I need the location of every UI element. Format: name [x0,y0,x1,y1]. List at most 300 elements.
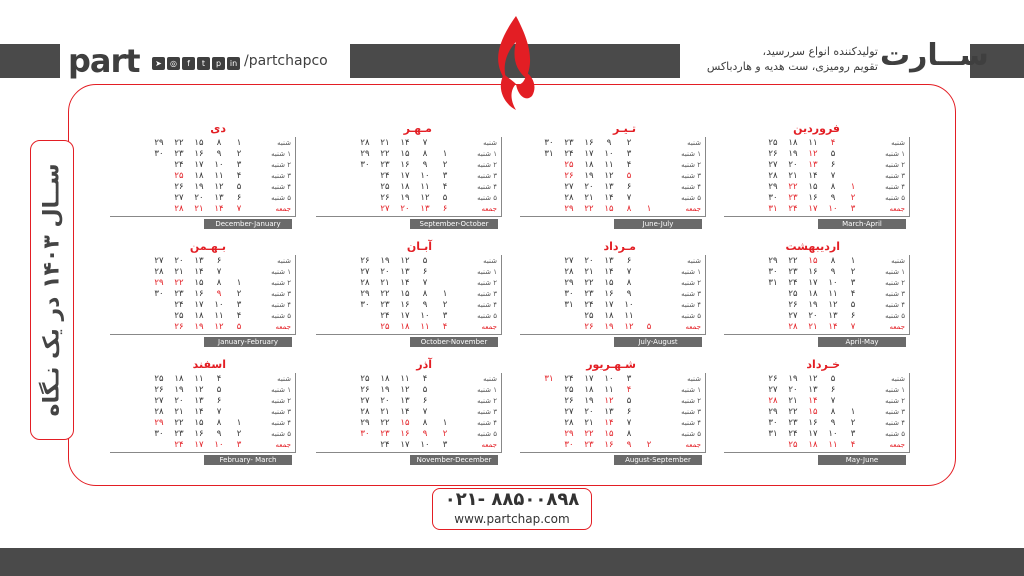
day-cell[interactable]: ۲۲ [788,181,798,192]
day-cell[interactable]: ۱۳ [400,266,410,277]
day-cell[interactable]: ۳۰ [154,428,164,439]
day-cell[interactable]: ۱۱ [420,181,430,192]
day-cell[interactable]: ۱۵ [604,277,614,288]
day-cell[interactable]: ۲۵ [788,288,798,299]
day-cell[interactable]: ۸ [830,181,836,192]
day-cell[interactable]: ۶ [236,192,242,203]
day-cell[interactable]: ۳ [236,159,242,170]
day-cell[interactable]: ۸ [626,428,632,439]
pinterest-icon[interactable]: p [212,57,225,70]
day-cell[interactable]: ۵ [422,384,428,395]
day-cell[interactable]: ۱۱ [400,373,410,384]
day-cell[interactable]: ۱۵ [194,417,204,428]
day-cell[interactable]: ۳ [850,428,856,439]
day-cell[interactable]: ۲۲ [584,277,594,288]
day-cell[interactable]: ۳۱ [768,277,778,288]
day-cell[interactable]: ۵ [850,299,856,310]
day-cell[interactable]: ۲۱ [584,192,594,203]
day-cell[interactable]: ۱۸ [808,439,818,450]
day-cell[interactable]: ۲۹ [154,137,164,148]
day-cell[interactable]: ۲۸ [154,406,164,417]
instagram-icon[interactable]: ◎ [167,57,180,70]
day-cell[interactable]: ۲۹ [360,148,370,159]
day-cell[interactable]: ۲۰ [380,395,390,406]
day-cell[interactable]: ۱۷ [808,203,818,214]
day-cell[interactable]: ۵ [646,321,652,332]
day-cell[interactable]: ۱۷ [194,159,204,170]
day-cell[interactable]: ۲۶ [564,170,574,181]
day-cell[interactable]: ۵ [236,321,242,332]
day-cell[interactable]: ۱۷ [808,277,818,288]
day-cell[interactable]: ۱ [236,277,242,288]
day-cell[interactable]: ۴ [850,288,856,299]
day-cell[interactable]: ۹ [830,417,836,428]
day-cell[interactable]: ۴ [830,137,836,148]
day-cell[interactable]: ۸ [216,277,222,288]
day-cell[interactable]: ۱۲ [400,384,410,395]
day-cell[interactable]: ۲۱ [194,203,204,214]
day-cell[interactable]: ۳ [236,299,242,310]
day-cell[interactable]: ۲۴ [174,159,184,170]
day-cell[interactable]: ۲۰ [174,395,184,406]
linkedin-icon[interactable]: in [227,57,240,70]
day-cell[interactable]: ۳ [850,277,856,288]
day-cell[interactable]: ۸ [422,288,428,299]
day-cell[interactable]: ۱۴ [194,266,204,277]
day-cell[interactable]: ۲۰ [584,181,594,192]
day-cell[interactable]: ۱۴ [194,406,204,417]
day-cell[interactable]: ۲۷ [564,406,574,417]
day-cell[interactable]: ۲۳ [174,428,184,439]
day-cell[interactable]: ۱۸ [400,321,410,332]
day-cell[interactable]: ۱۵ [194,277,204,288]
day-cell[interactable]: ۳ [626,373,632,384]
day-cell[interactable]: ۲۶ [768,148,778,159]
day-cell[interactable]: ۱۳ [604,181,614,192]
day-cell[interactable]: ۲ [626,137,632,148]
day-cell[interactable]: ۱۷ [584,373,594,384]
day-cell[interactable]: ۲۸ [360,277,370,288]
day-cell[interactable]: ۲۰ [380,266,390,277]
day-cell[interactable]: ۲۳ [788,192,798,203]
day-cell[interactable]: ۲۷ [154,395,164,406]
day-cell[interactable]: ۸ [830,406,836,417]
day-cell[interactable]: ۲۶ [380,192,390,203]
day-cell[interactable]: ۱ [850,406,856,417]
day-cell[interactable]: ۶ [422,266,428,277]
day-cell[interactable]: ۲۴ [564,148,574,159]
day-cell[interactable]: ۲۵ [380,321,390,332]
day-cell[interactable]: ۳۰ [544,137,554,148]
day-cell[interactable]: ۱۵ [400,288,410,299]
day-cell[interactable]: ۲۵ [154,373,164,384]
day-cell[interactable]: ۱۷ [194,439,204,450]
day-cell[interactable]: ۱۳ [828,310,838,321]
day-cell[interactable]: ۱۶ [584,137,594,148]
day-cell[interactable]: ۲۶ [154,384,164,395]
day-cell[interactable]: ۲۷ [360,395,370,406]
phone-number[interactable]: ۰۲۱- ۸۸۵۰۰۸۹۸ [444,489,580,510]
day-cell[interactable]: ۱ [850,181,856,192]
day-cell[interactable]: ۶ [850,310,856,321]
day-cell[interactable]: ۱۲ [420,192,430,203]
day-cell[interactable]: ۲۱ [380,406,390,417]
day-cell[interactable]: ۳۰ [360,159,370,170]
day-cell[interactable]: ۸ [626,277,632,288]
day-cell[interactable]: ۱۳ [604,255,614,266]
day-cell[interactable]: ۲۸ [768,170,778,181]
day-cell[interactable]: ۹ [422,428,428,439]
day-cell[interactable]: ۴ [626,384,632,395]
day-cell[interactable]: ۵ [830,148,836,159]
day-cell[interactable]: ۲۹ [564,203,574,214]
day-cell[interactable]: ۱۲ [808,373,818,384]
day-cell[interactable]: ۹ [830,192,836,203]
day-cell[interactable]: ۲۲ [174,137,184,148]
day-cell[interactable]: ۱۴ [604,266,614,277]
day-cell[interactable]: ۲۵ [360,373,370,384]
day-cell[interactable]: ۱۷ [194,299,204,310]
day-cell[interactable]: ۱۳ [400,395,410,406]
day-cell[interactable]: ۶ [830,384,836,395]
day-cell[interactable]: ۱ [442,417,448,428]
day-cell[interactable]: ۵ [626,170,632,181]
day-cell[interactable]: ۲۵ [564,384,574,395]
day-cell[interactable]: ۱۹ [584,170,594,181]
day-cell[interactable]: ۱۲ [194,384,204,395]
day-cell[interactable]: ۲۵ [768,137,778,148]
day-cell[interactable]: ۴ [442,321,448,332]
day-cell[interactable]: ۷ [830,170,836,181]
day-cell[interactable]: ۵ [422,255,428,266]
day-cell[interactable]: ۱۷ [400,310,410,321]
day-cell[interactable]: ۲۱ [584,417,594,428]
day-cell[interactable]: ۱۵ [808,255,818,266]
day-cell[interactable]: ۱ [236,137,242,148]
day-cell[interactable]: ۴ [216,373,222,384]
day-cell[interactable]: ۱۰ [420,170,430,181]
day-cell[interactable]: ۱۲ [604,395,614,406]
day-cell[interactable]: ۳۰ [154,148,164,159]
day-cell[interactable]: ۱۰ [604,373,614,384]
day-cell[interactable]: ۳۱ [768,428,778,439]
day-cell[interactable]: ۱۱ [604,159,614,170]
day-cell[interactable]: ۱۶ [604,288,614,299]
day-cell[interactable]: ۲۳ [380,428,390,439]
day-cell[interactable]: ۱ [442,148,448,159]
day-cell[interactable]: ۱۵ [400,148,410,159]
day-cell[interactable]: ۲۱ [808,321,818,332]
day-cell[interactable]: ۱۶ [194,148,204,159]
day-cell[interactable]: ۹ [626,288,632,299]
day-cell[interactable]: ۱۴ [808,395,818,406]
day-cell[interactable]: ۲۴ [380,310,390,321]
day-cell[interactable]: ۳۱ [544,373,554,384]
day-cell[interactable]: ۷ [236,203,242,214]
day-cell[interactable]: ۲۷ [174,192,184,203]
day-cell[interactable]: ۳ [236,439,242,450]
day-cell[interactable]: ۱۵ [400,417,410,428]
twitter-icon[interactable]: t [197,57,210,70]
day-cell[interactable]: ۳ [442,439,448,450]
day-cell[interactable]: ۱۱ [828,288,838,299]
day-cell[interactable]: ۶ [422,395,428,406]
day-cell[interactable]: ۱۹ [400,192,410,203]
day-cell[interactable]: ۲۹ [564,428,574,439]
day-cell[interactable]: ۱۸ [808,288,818,299]
day-cell[interactable]: ۲۴ [174,439,184,450]
day-cell[interactable]: ۲۱ [584,266,594,277]
day-cell[interactable]: ۱۹ [380,384,390,395]
day-cell[interactable]: ۷ [626,192,632,203]
day-cell[interactable]: ۱۳ [420,203,430,214]
day-cell[interactable]: ۵ [626,395,632,406]
day-cell[interactable]: ۲۵ [174,310,184,321]
day-cell[interactable]: ۳۰ [768,417,778,428]
day-cell[interactable]: ۴ [626,159,632,170]
day-cell[interactable]: ۳۰ [360,428,370,439]
day-cell[interactable]: ۲۱ [380,137,390,148]
day-cell[interactable]: ۳۰ [564,439,574,450]
day-cell[interactable]: ۱۳ [604,406,614,417]
day-cell[interactable]: ۱۴ [604,417,614,428]
day-cell[interactable]: ۶ [626,406,632,417]
day-cell[interactable]: ۳۰ [768,192,778,203]
day-cell[interactable]: ۲۳ [380,299,390,310]
day-cell[interactable]: ۱۱ [604,384,614,395]
day-cell[interactable]: ۲۸ [564,417,574,428]
day-cell[interactable]: ۴ [236,310,242,321]
day-cell[interactable]: ۱۱ [828,439,838,450]
day-cell[interactable]: ۲۷ [564,255,574,266]
day-cell[interactable]: ۲۹ [154,277,164,288]
day-cell[interactable]: ۸ [422,148,428,159]
day-cell[interactable]: ۴ [422,373,428,384]
day-cell[interactable]: ۶ [626,181,632,192]
day-cell[interactable]: ۲ [236,428,242,439]
day-cell[interactable]: ۱۸ [400,181,410,192]
day-cell[interactable]: ۱۹ [380,255,390,266]
day-cell[interactable]: ۱۰ [624,299,634,310]
day-cell[interactable]: ۸ [830,255,836,266]
day-cell[interactable]: ۲۷ [154,255,164,266]
day-cell[interactable]: ۱۹ [174,384,184,395]
day-cell[interactable]: ۱ [850,255,856,266]
day-cell[interactable]: ۴ [442,181,448,192]
day-cell[interactable]: ۲ [442,159,448,170]
day-cell[interactable]: ۱۸ [584,159,594,170]
day-cell[interactable]: ۲۰ [400,203,410,214]
day-cell[interactable]: ۲۹ [154,417,164,428]
day-cell[interactable]: ۲۸ [768,395,778,406]
day-cell[interactable]: ۱۹ [584,395,594,406]
day-cell[interactable]: ۲۴ [788,277,798,288]
day-cell[interactable]: ۲ [236,288,242,299]
day-cell[interactable]: ۲۳ [584,439,594,450]
day-cell[interactable]: ۱۴ [808,170,818,181]
day-cell[interactable]: ۳ [850,203,856,214]
day-cell[interactable]: ۹ [216,148,222,159]
day-cell[interactable]: ۱۳ [214,192,224,203]
day-cell[interactable]: ۲۹ [360,288,370,299]
day-cell[interactable]: ۲۸ [360,137,370,148]
day-cell[interactable]: ۱۴ [828,321,838,332]
day-cell[interactable]: ۹ [422,299,428,310]
day-cell[interactable]: ۱۱ [194,373,204,384]
day-cell[interactable]: ۱۶ [400,159,410,170]
day-cell[interactable]: ۲۴ [380,439,390,450]
day-cell[interactable]: ۱۵ [604,428,614,439]
day-cell[interactable]: ۱۶ [194,428,204,439]
day-cell[interactable]: ۲۲ [174,277,184,288]
day-cell[interactable]: ۸ [626,203,632,214]
day-cell[interactable]: ۲ [850,266,856,277]
day-cell[interactable]: ۲۰ [808,310,818,321]
day-cell[interactable]: ۳۱ [544,148,554,159]
day-cell[interactable]: ۱۱ [624,310,634,321]
day-cell[interactable]: ۱۷ [400,439,410,450]
day-cell[interactable]: ۶ [626,255,632,266]
day-cell[interactable]: ۷ [850,321,856,332]
day-cell[interactable]: ۱۱ [808,137,818,148]
day-cell[interactable]: ۲۶ [788,299,798,310]
day-cell[interactable]: ۱۷ [808,428,818,439]
day-cell[interactable]: ۲۸ [174,203,184,214]
day-cell[interactable]: ۱ [442,288,448,299]
day-cell[interactable]: ۱۹ [808,299,818,310]
day-cell[interactable]: ۱۲ [808,148,818,159]
day-cell[interactable]: ۲۸ [564,192,574,203]
day-cell[interactable]: ۱۱ [420,321,430,332]
day-cell[interactable]: ۱۷ [604,299,614,310]
day-cell[interactable]: ۱۵ [604,203,614,214]
day-cell[interactable]: ۳ [626,148,632,159]
day-cell[interactable]: ۱۹ [194,181,204,192]
day-cell[interactable]: ۱۸ [194,310,204,321]
day-cell[interactable]: ۲۱ [174,266,184,277]
day-cell[interactable]: ۲۹ [564,277,574,288]
day-cell[interactable]: ۲۲ [174,417,184,428]
day-cell[interactable]: ۱۸ [604,310,614,321]
day-cell[interactable]: ۲۰ [584,255,594,266]
day-cell[interactable]: ۲۳ [788,417,798,428]
day-cell[interactable]: ۴ [850,439,856,450]
day-cell[interactable]: ۱۹ [788,373,798,384]
day-cell[interactable]: ۱۴ [214,203,224,214]
day-cell[interactable]: ۲۹ [360,417,370,428]
day-cell[interactable]: ۲۶ [174,321,184,332]
day-cell[interactable]: ۳۱ [564,299,574,310]
day-cell[interactable]: ۲۶ [360,255,370,266]
day-cell[interactable]: ۲۴ [584,299,594,310]
day-cell[interactable]: ۳ [442,170,448,181]
day-cell[interactable]: ۲۸ [360,406,370,417]
day-cell[interactable]: ۱۶ [808,266,818,277]
day-cell[interactable]: ۱۰ [828,203,838,214]
day-cell[interactable]: ۲۴ [174,299,184,310]
day-cell[interactable]: ۲۷ [360,266,370,277]
day-cell[interactable]: ۲۷ [768,384,778,395]
day-cell[interactable]: ۱۰ [828,428,838,439]
day-cell[interactable]: ۱۸ [380,373,390,384]
day-cell[interactable]: ۱۰ [420,439,430,450]
day-cell[interactable]: ۳۰ [154,288,164,299]
day-cell[interactable]: ۲ [646,439,652,450]
day-cell[interactable]: ۲۴ [788,203,798,214]
day-cell[interactable]: ۲۳ [584,288,594,299]
day-cell[interactable]: ۲۶ [564,395,574,406]
day-cell[interactable]: ۲ [850,417,856,428]
day-cell[interactable]: ۲۰ [174,255,184,266]
day-cell[interactable]: ۱۴ [604,192,614,203]
day-cell[interactable]: ۱۰ [214,299,224,310]
day-cell[interactable]: ۷ [830,395,836,406]
day-cell[interactable]: ۲۵ [174,170,184,181]
day-cell[interactable]: ۱۳ [194,395,204,406]
day-cell[interactable]: ۱۲ [604,170,614,181]
day-cell[interactable]: ۹ [422,159,428,170]
day-cell[interactable]: ۲۰ [584,406,594,417]
day-cell[interactable]: ۲۲ [584,428,594,439]
day-cell[interactable]: ۸ [216,417,222,428]
day-cell[interactable]: ۱۸ [788,137,798,148]
day-cell[interactable]: ۷ [422,406,428,417]
day-cell[interactable]: ۲۱ [380,277,390,288]
day-cell[interactable]: ۱۰ [420,310,430,321]
day-cell[interactable]: ۱۶ [604,439,614,450]
day-cell[interactable]: ۳۱ [768,203,778,214]
day-cell[interactable]: ۷ [422,277,428,288]
day-cell[interactable]: ۱۸ [174,373,184,384]
day-cell[interactable]: ۲۱ [788,170,798,181]
day-cell[interactable]: ۲ [236,148,242,159]
day-cell[interactable]: ۲۸ [154,266,164,277]
day-cell[interactable]: ۱ [236,417,242,428]
day-cell[interactable]: ۲۳ [174,148,184,159]
day-cell[interactable]: ۲۴ [380,170,390,181]
day-cell[interactable]: ۱۲ [624,321,634,332]
day-cell[interactable]: ۴ [236,170,242,181]
day-cell[interactable]: ۱۶ [808,192,818,203]
day-cell[interactable]: ۲۸ [564,266,574,277]
day-cell[interactable]: ۷ [626,417,632,428]
day-cell[interactable]: ۱۲ [828,299,838,310]
day-cell[interactable]: ۱۴ [400,137,410,148]
day-cell[interactable]: ۲۸ [788,321,798,332]
day-cell[interactable]: ۳۰ [564,288,574,299]
day-cell[interactable]: ۲۵ [380,181,390,192]
day-cell[interactable]: ۲ [442,299,448,310]
day-cell[interactable]: ۹ [606,137,612,148]
day-cell[interactable]: ۶ [830,159,836,170]
day-cell[interactable]: ۲۶ [768,373,778,384]
day-cell[interactable]: ۳ [442,310,448,321]
day-cell[interactable]: ۱۵ [194,137,204,148]
day-cell[interactable]: ۱۲ [400,255,410,266]
day-cell[interactable]: ۹ [830,266,836,277]
day-cell[interactable]: ۲۳ [564,137,574,148]
social-handle[interactable]: /partchapco [244,53,328,69]
day-cell[interactable]: ۱۱ [214,310,224,321]
day-cell[interactable]: ۲۳ [788,266,798,277]
day-cell[interactable]: ۲ [442,428,448,439]
day-cell[interactable]: ۱۰ [214,439,224,450]
day-cell[interactable]: ۲۹ [768,255,778,266]
day-cell[interactable]: ۱۶ [400,428,410,439]
day-cell[interactable]: ۱۱ [214,170,224,181]
day-cell[interactable]: ۲۲ [788,406,798,417]
day-cell[interactable]: ۲۷ [788,310,798,321]
